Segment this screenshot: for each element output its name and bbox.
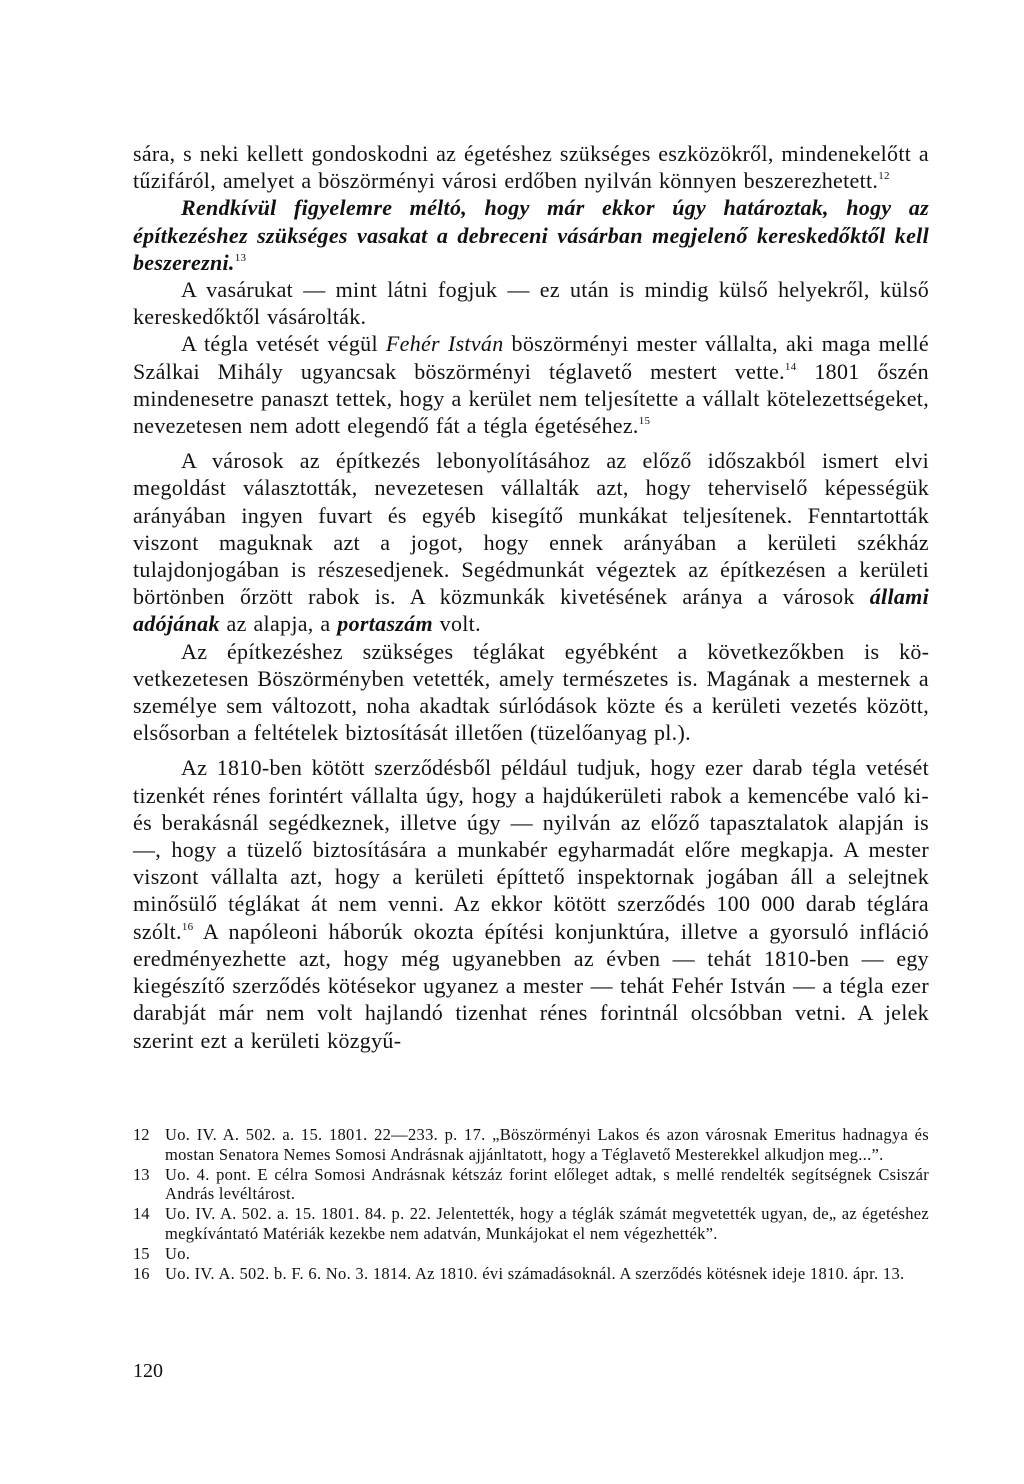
footnote [133, 1125, 929, 1165]
footnote [133, 1264, 929, 1284]
text-run: A napóleoni háborúk okozta építési konjunktúra, illetve a gyorsuló infláció eredményezhette azt, hogy még ugyanebben az évben — tehát 1810-ben — egy kiegészítő szerződés kötésekor ugyanez a mester — tehát Fehér István — a tégla ezer darabját már nem volt hajlandó tizenhat rénes forintnál olcsóbban vetni. A jelek szerint ezt a kerületi közgyű- [133, 918, 929, 1053]
footnote [133, 1244, 929, 1264]
footnote-ref: 16 [181, 920, 194, 933]
footnote-ref: 14 [784, 360, 797, 373]
text-run: 1801 őszén mindenesetre panaszt tettek, hogy a kerület nem teljesítette a vállalt kötelezettségeket, nevezetesen nem adott elegendő fát a tégla égetéséhez. [133, 358, 929, 439]
paragraph [133, 447, 929, 637]
text-run: böszörményi mester vállalta, aki maga mellé Szálkai Mihály ugyancsak böszörményi téglavető mestert vette. [133, 331, 929, 384]
text-run: volt. [432, 611, 481, 637]
paragraph [133, 140, 929, 194]
text-run: az alapja, a [219, 611, 338, 637]
emphasis-text: portaszám [337, 611, 433, 637]
text-run: Az 1810-ben kötött szerződésből például tudjuk, hogy ezer darab tégla vetését tizenkét rénes forintért vállalta úgy, hogy a hajdúkerületi rabok a kemencébe való ki- és berakásnál segédkeznek, illetve úgy — nyilván az előző tapasztalatok alapján is —, hogy a tüzelő biztosítására a munkabér egyharmadát előre megkapja. A mester viszont vállalta azt, hogy a kerületi építtető inspektornak jogában áll a selejtnek minősülő téglákat át nem venni. Az ekkor kötött szerződés 100 000 darab téglára szólt. [133, 755, 929, 944]
paragraph [133, 754, 929, 1053]
footnote-number: 15 [133, 1243, 150, 1263]
emphasis-text: Fehér István [385, 331, 504, 357]
footnote-text: Uo. IV. A. 502. b. F. 6. No. 3. 1814. Az 1810. évi számadásoknál. A szerződés kötésnek ideje 1810. ápr. 13. [165, 1263, 905, 1283]
footnotes [133, 1125, 929, 1283]
footnote-number: 16 [133, 1263, 150, 1283]
footnote-text: Uo. IV. A. 502. a. 15. 1801. 84. p. 22. Jelentették, hogy a téglák számát megvetették ugyan, de„ az égetéshez megkívántató Matériák kezekbe nem adatván, Munkájokat el nem végezhették”. [165, 1204, 929, 1243]
footnote [133, 1165, 929, 1205]
footnote-text: Uo. 4. pont. E célra Somosi Andrásnak kétszáz forint előleget adtak, s mellé rendelték segítségnek Csiszár András levéltárost. [165, 1164, 929, 1204]
paragraph [133, 330, 929, 439]
text-run: A városok az építkezés lebonyolításához az előző időszakból ismert elvi megoldást választották, nevezetesen vállalták azt, hogy teherviselő képességük arányában ingyen fuvart és egyéb kisegítő munkákat teljesítenek. Fenntartották viszont maguknak azt a jogot, hogy ennek arányában a kerületi székház tulajdonjogában is részesedjenek. Segédmunkát végeztek az építkezésen a kerületi börtönben őrzött rabok is. A közmunkák kivetésének aránya a városok [133, 448, 929, 610]
paragraph [133, 276, 929, 330]
page-number: 120 [133, 1360, 163, 1382]
text-run: sára, s neki kellett gondoskodni az égetéshez szükséges eszközökről, mindenekelőtt a tűzifáról, amelyet a böszörményi városi erdőben nyilván könnyen beszerezhetett. [133, 141, 929, 194]
emphasis-text: állami adójának [133, 584, 929, 637]
footnote-ref: 15 [638, 415, 651, 428]
footnote [133, 1204, 929, 1244]
footnote-ref: 12 [878, 170, 890, 183]
footnote-ref: 13 [234, 251, 247, 264]
paragraph [133, 194, 929, 276]
text-run: A tégla vetését végül [181, 331, 386, 357]
footnote-text: Uo. [165, 1243, 191, 1263]
main-text [133, 140, 929, 1054]
footnote-text: Uo. IV. A. 502. a. 15. 1801. 22—233. p. 17. „Böszörményi Lakos és azon városnak Emeritus hadnagya és mostan Senatora Nemes Somosi Andrásnak ajjánltatott, hogy a Téglavető Mesterekkel alkudjon meg...”. [165, 1125, 929, 1164]
emphasis-text: Rendkívül figyelemre méltó, hogy már ekkor úgy határoztak, hogy az építkezéshez szükséges vasakat a debreceni vásárban megjelenő kereskedőktől kell beszerezni. [133, 195, 929, 275]
paragraph [133, 638, 929, 747]
text-run: A vasárukat — mint látni fogjuk — ez után is mindig külső helyekről, külső kereskedőktől vásárolták. [133, 277, 929, 330]
footnote-number: 14 [133, 1204, 150, 1224]
footnote-number: 13 [133, 1164, 150, 1184]
footnote-number: 12 [133, 1125, 150, 1144]
text-run: Az építkezéshez szükséges téglákat egyébként a következőkben is következetesen Böszörményben vetették, amely természetes is. Magának a mesternek a személye sem változott, noha akadtak súrlódások közte és a kerületi vezetés között, elsősorban a feltételek biztosítását illetően (tüzelőanyag pl.). [133, 638, 929, 746]
